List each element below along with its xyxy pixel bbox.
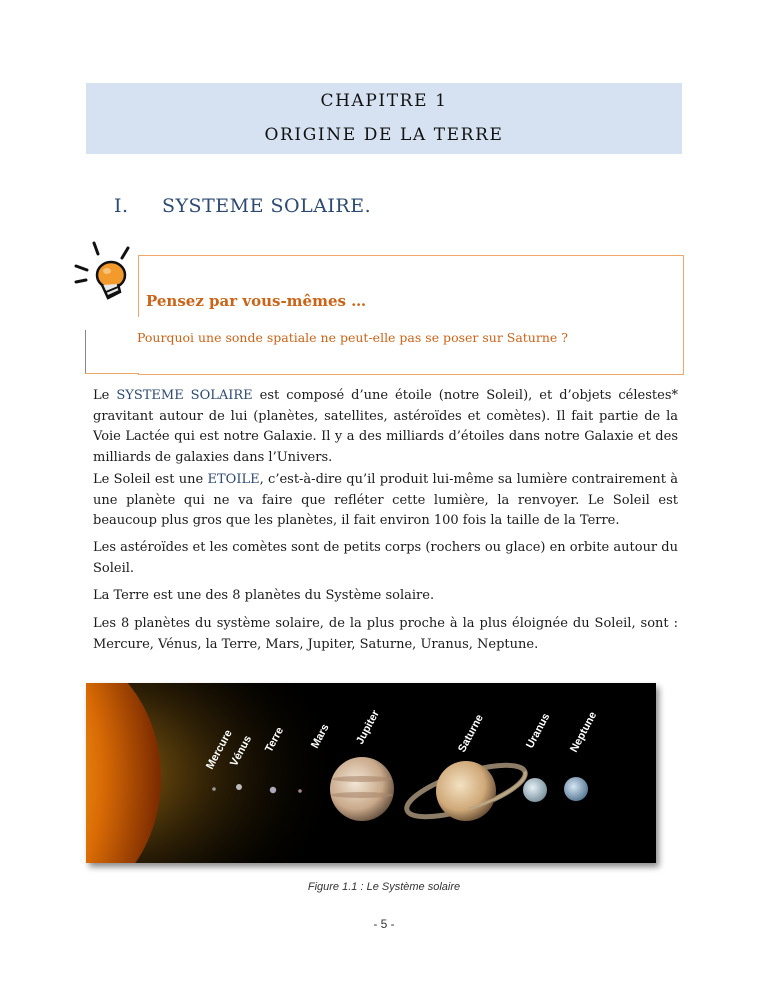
figure-caption: Figure 1.1 : Le Système solaire (307, 881, 461, 893)
paragraph-solar-system (93, 386, 678, 468)
paragraph-earth: La Terre est une des 8 planètes du Système solaire. (93, 588, 435, 603)
solar-system-image (86, 683, 656, 863)
keyword-star: ETOILE (207, 472, 260, 487)
label-mars: Mars (309, 722, 332, 751)
label-mercure: Mercure (204, 727, 235, 772)
label-terre: Terre (263, 725, 287, 755)
chapter-title: ORIGINE DE LA TERRE (264, 125, 504, 145)
paragraph-asteroids: Les astéroïdes et les comètes sont de petits corps (rochers ou glace) en orbite autour du Soleil. (93, 540, 678, 576)
text: est composé d’une étoile (notre Soleil), et d’objets célestes* gravitant autour de lui (planètes, satellites, astéroïdes et comètes). Il fait partie de la Voie Lactée qui est notre Galaxie. Il y a des milliards d’étoiles dans notre Galaxie et des milliards de galaxies dans l’Univers. (93, 388, 678, 465)
light-bulb-icon (72, 240, 136, 306)
section-heading (114, 195, 371, 217)
text: Le Soleil est une (93, 472, 208, 487)
paragraph-planets: Les 8 planètes du système solaire, de la plus proche à la plus éloignée du Soleil, sont : Mercure, Vénus, la Terre, Mars, Jupiter, Saturne, Uranus, Neptune. (93, 616, 678, 652)
label-jupiter: Jupiter (354, 708, 382, 747)
paragraph-star (93, 470, 678, 532)
label-neptune: Neptune (568, 709, 600, 755)
chapter-number: CHAPITRE 1 (320, 91, 448, 111)
think-box (138, 255, 684, 375)
label-uranus: Uranus (524, 711, 553, 751)
section-title: SYSTEME SOLAIRE. (162, 195, 372, 217)
think-question: Pourquoi une sonde spatiale ne peut-elle pas se poser sur Saturne ? (137, 330, 568, 345)
label-saturne: Saturne (456, 712, 486, 755)
think-title: Pensez par vous-mêmes … (146, 292, 367, 310)
think-box-border-left (85, 330, 86, 373)
chapter-header (86, 83, 682, 154)
keyword-solar-system: SYSTEME SOLAIRE (116, 388, 253, 403)
think-box-border-bottom (85, 373, 139, 374)
page-number: - 5 - (373, 917, 395, 931)
label-venus: Vénus (228, 733, 255, 769)
think-box-border (138, 255, 139, 317)
section-number: I. (114, 195, 129, 217)
text: , c’est-à-dire qu’il produit lui-même sa lumière contrairement à une planète qui ne va faire que refléter cette lumière, la renvoyer. Le Soleil est beaucoup plus gros que les planètes, il fait environ 100 fois la taille de la Terre. (93, 472, 678, 528)
text: Le (93, 388, 117, 403)
